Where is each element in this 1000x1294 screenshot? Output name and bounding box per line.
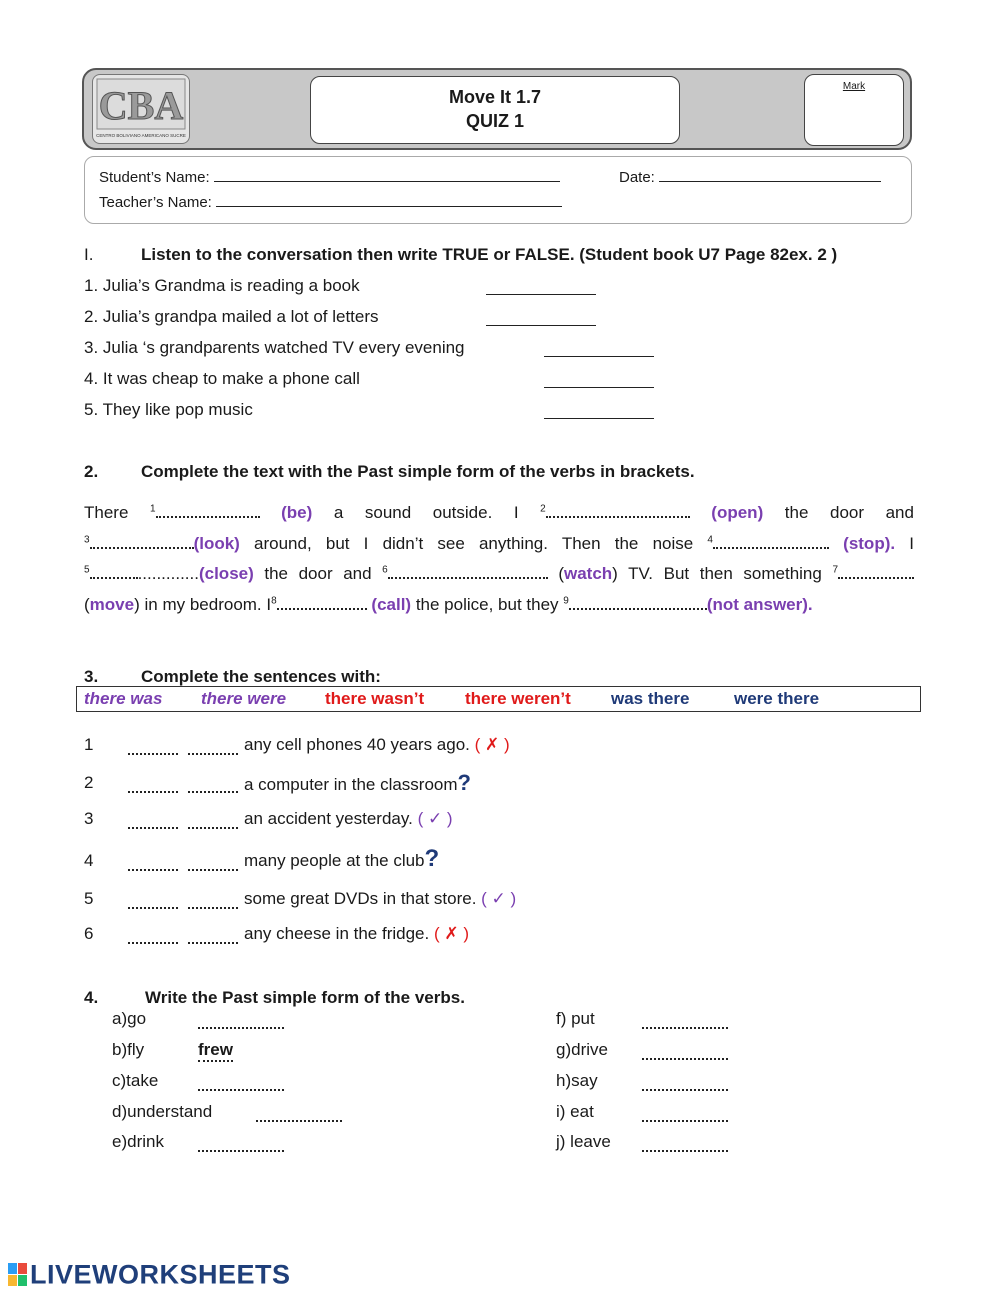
s1-answer-1[interactable]: [486, 294, 596, 295]
s3-blank[interactable]: [188, 741, 238, 755]
s4-blank-d[interactable]: [256, 1108, 342, 1122]
s4-verb-j: j) leave: [556, 1132, 611, 1151]
s4-blank-a[interactable]: [198, 1015, 284, 1029]
s4-blank-f[interactable]: [642, 1015, 728, 1029]
mark-box[interactable]: [804, 74, 904, 146]
s3-blank[interactable]: [128, 930, 178, 944]
s2-blank-8[interactable]: [277, 596, 367, 610]
s1-item-5: 5. They like pop music: [84, 400, 253, 419]
option-was-there: was there: [611, 689, 690, 708]
s4-blank-h[interactable]: [642, 1077, 728, 1091]
s2-line-4: (move) in my bedroom. $I^8$ (call) the police, but they $^9$ (not answer).: [84, 595, 813, 614]
s1-item-4: 4. It was cheap to make a phone call: [84, 369, 360, 388]
s3-blank[interactable]: [128, 895, 178, 909]
s4-blank-e[interactable]: [198, 1138, 284, 1152]
option-there-werent: there weren’t: [465, 689, 571, 708]
section2-number: 2.: [84, 462, 99, 481]
s3-blank[interactable]: [128, 779, 178, 793]
liveworksheets-text: LIVEWORKSHEETS: [30, 1259, 291, 1290]
s2-line-2: $^3$ (look) around, but I didn’t see anything. Then the noise $^4$ (stop). I: [84, 534, 915, 553]
option-there-wasnt: there wasn’t: [325, 689, 425, 708]
s4-blank-c[interactable]: [198, 1077, 284, 1091]
s4-blank-i[interactable]: [642, 1108, 728, 1122]
s3-blank[interactable]: [188, 815, 238, 829]
liveworksheets-logo[interactable]: [8, 1258, 291, 1290]
section4-title: Write the Past simple form of the verbs.: [145, 988, 465, 1007]
s4-blank-j[interactable]: [642, 1138, 728, 1152]
logo-text: CBA: [98, 83, 184, 128]
s1-item-1: 1. Julia’s Grandma is reading a book: [84, 276, 360, 295]
option-were-there: were there: [734, 689, 820, 708]
school-logo: [92, 74, 190, 144]
title-box: [310, 76, 680, 144]
s4-verb-c: c)take: [112, 1071, 159, 1090]
s3-blank[interactable]: [188, 930, 238, 944]
s1-answer-5[interactable]: [544, 418, 654, 419]
s2-blank-1[interactable]: [156, 504, 260, 518]
s4-verb-i: i) eat: [556, 1102, 594, 1121]
logo-caption: CENTRO BOLIVIANO AMERICANO SUCRE: [96, 133, 186, 138]
s4-verb-f: f) put: [556, 1009, 595, 1028]
option-there-was: there was: [84, 689, 163, 708]
s3-blank[interactable]: [188, 895, 238, 909]
date-field[interactable]: [659, 181, 881, 182]
section3-title: Complete the sentences with:: [141, 667, 381, 686]
s2-blank-6[interactable]: [388, 565, 548, 579]
section1-heading: [84, 245, 838, 265]
s2-blank-9[interactable]: [569, 596, 707, 610]
word-bank: [76, 686, 921, 712]
s2-blank-7[interactable]: [838, 565, 914, 579]
s4-verb-h: h)say: [556, 1071, 598, 1090]
option-there-were: there were: [201, 689, 287, 708]
s4-verb-g: g)drive: [556, 1040, 608, 1059]
s1-answer-2[interactable]: [486, 325, 596, 326]
s1-answer-3[interactable]: [544, 356, 654, 357]
s3-blank[interactable]: [128, 857, 178, 871]
date-label: Date:: [619, 169, 655, 186]
section1-number: I.: [84, 245, 94, 264]
s4-verb-d: d)understand: [112, 1102, 213, 1121]
s2-line-3: $^5$ .............(close) the door and $^6$ (watch) TV. But then something $^7$: [84, 564, 914, 584]
s4-blank-g[interactable]: [642, 1046, 728, 1060]
student-info-box: [84, 156, 912, 224]
quiz-title: Move It 1.7: [448, 87, 542, 107]
s2-blank-2[interactable]: [546, 504, 690, 518]
s1-answer-4[interactable]: [544, 387, 654, 388]
section2-title: Complete the text with the Past simple form of the verbs in brackets.: [141, 462, 695, 481]
student-name-label: Student’s Name:: [99, 169, 210, 186]
s4-example-answer: frew: [198, 1040, 233, 1062]
s1-item-3: 3. Julia ‘s grandparents watched TV every evening: [84, 338, 465, 357]
s4-verb-e: e)drink: [112, 1132, 164, 1151]
s3-blank[interactable]: [128, 815, 178, 829]
s2-line-1: There $^1$ (be) a sound outside. I $^2$ (open) the door and: [84, 503, 914, 522]
teacher-name-field[interactable]: [216, 206, 562, 207]
s3-blank[interactable]: [188, 857, 238, 871]
liveworksheets-icon: [8, 1263, 28, 1287]
s4-verb-a: a)go: [112, 1009, 147, 1028]
student-name-field[interactable]: [214, 181, 560, 182]
s2-blank-3[interactable]: [90, 535, 194, 549]
s3-blank[interactable]: [188, 779, 238, 793]
section1-title: Listen to the conversation then write TRUE or FALSE. (Student book U7 Page 82ex. 2 ): [141, 245, 838, 264]
s2-blank-4[interactable]: [713, 535, 829, 549]
s3-blank[interactable]: [128, 741, 178, 755]
section3-heading: [84, 667, 381, 687]
section4-number: 4.: [84, 988, 99, 1007]
mark-label: Mark: [842, 81, 866, 92]
section4-heading: [84, 988, 465, 1008]
section3-number: 3.: [84, 667, 99, 686]
s4-verb-b: b)fly: [112, 1040, 145, 1059]
quiz-subtitle: QUIZ 1: [465, 111, 524, 131]
section2-heading: [84, 462, 695, 482]
teacher-name-label: Teacher’s Name:: [99, 194, 212, 211]
s2-blank-5[interactable]: [90, 565, 138, 579]
s1-item-2: 2. Julia’s grandpa mailed a lot of letters: [84, 307, 379, 326]
